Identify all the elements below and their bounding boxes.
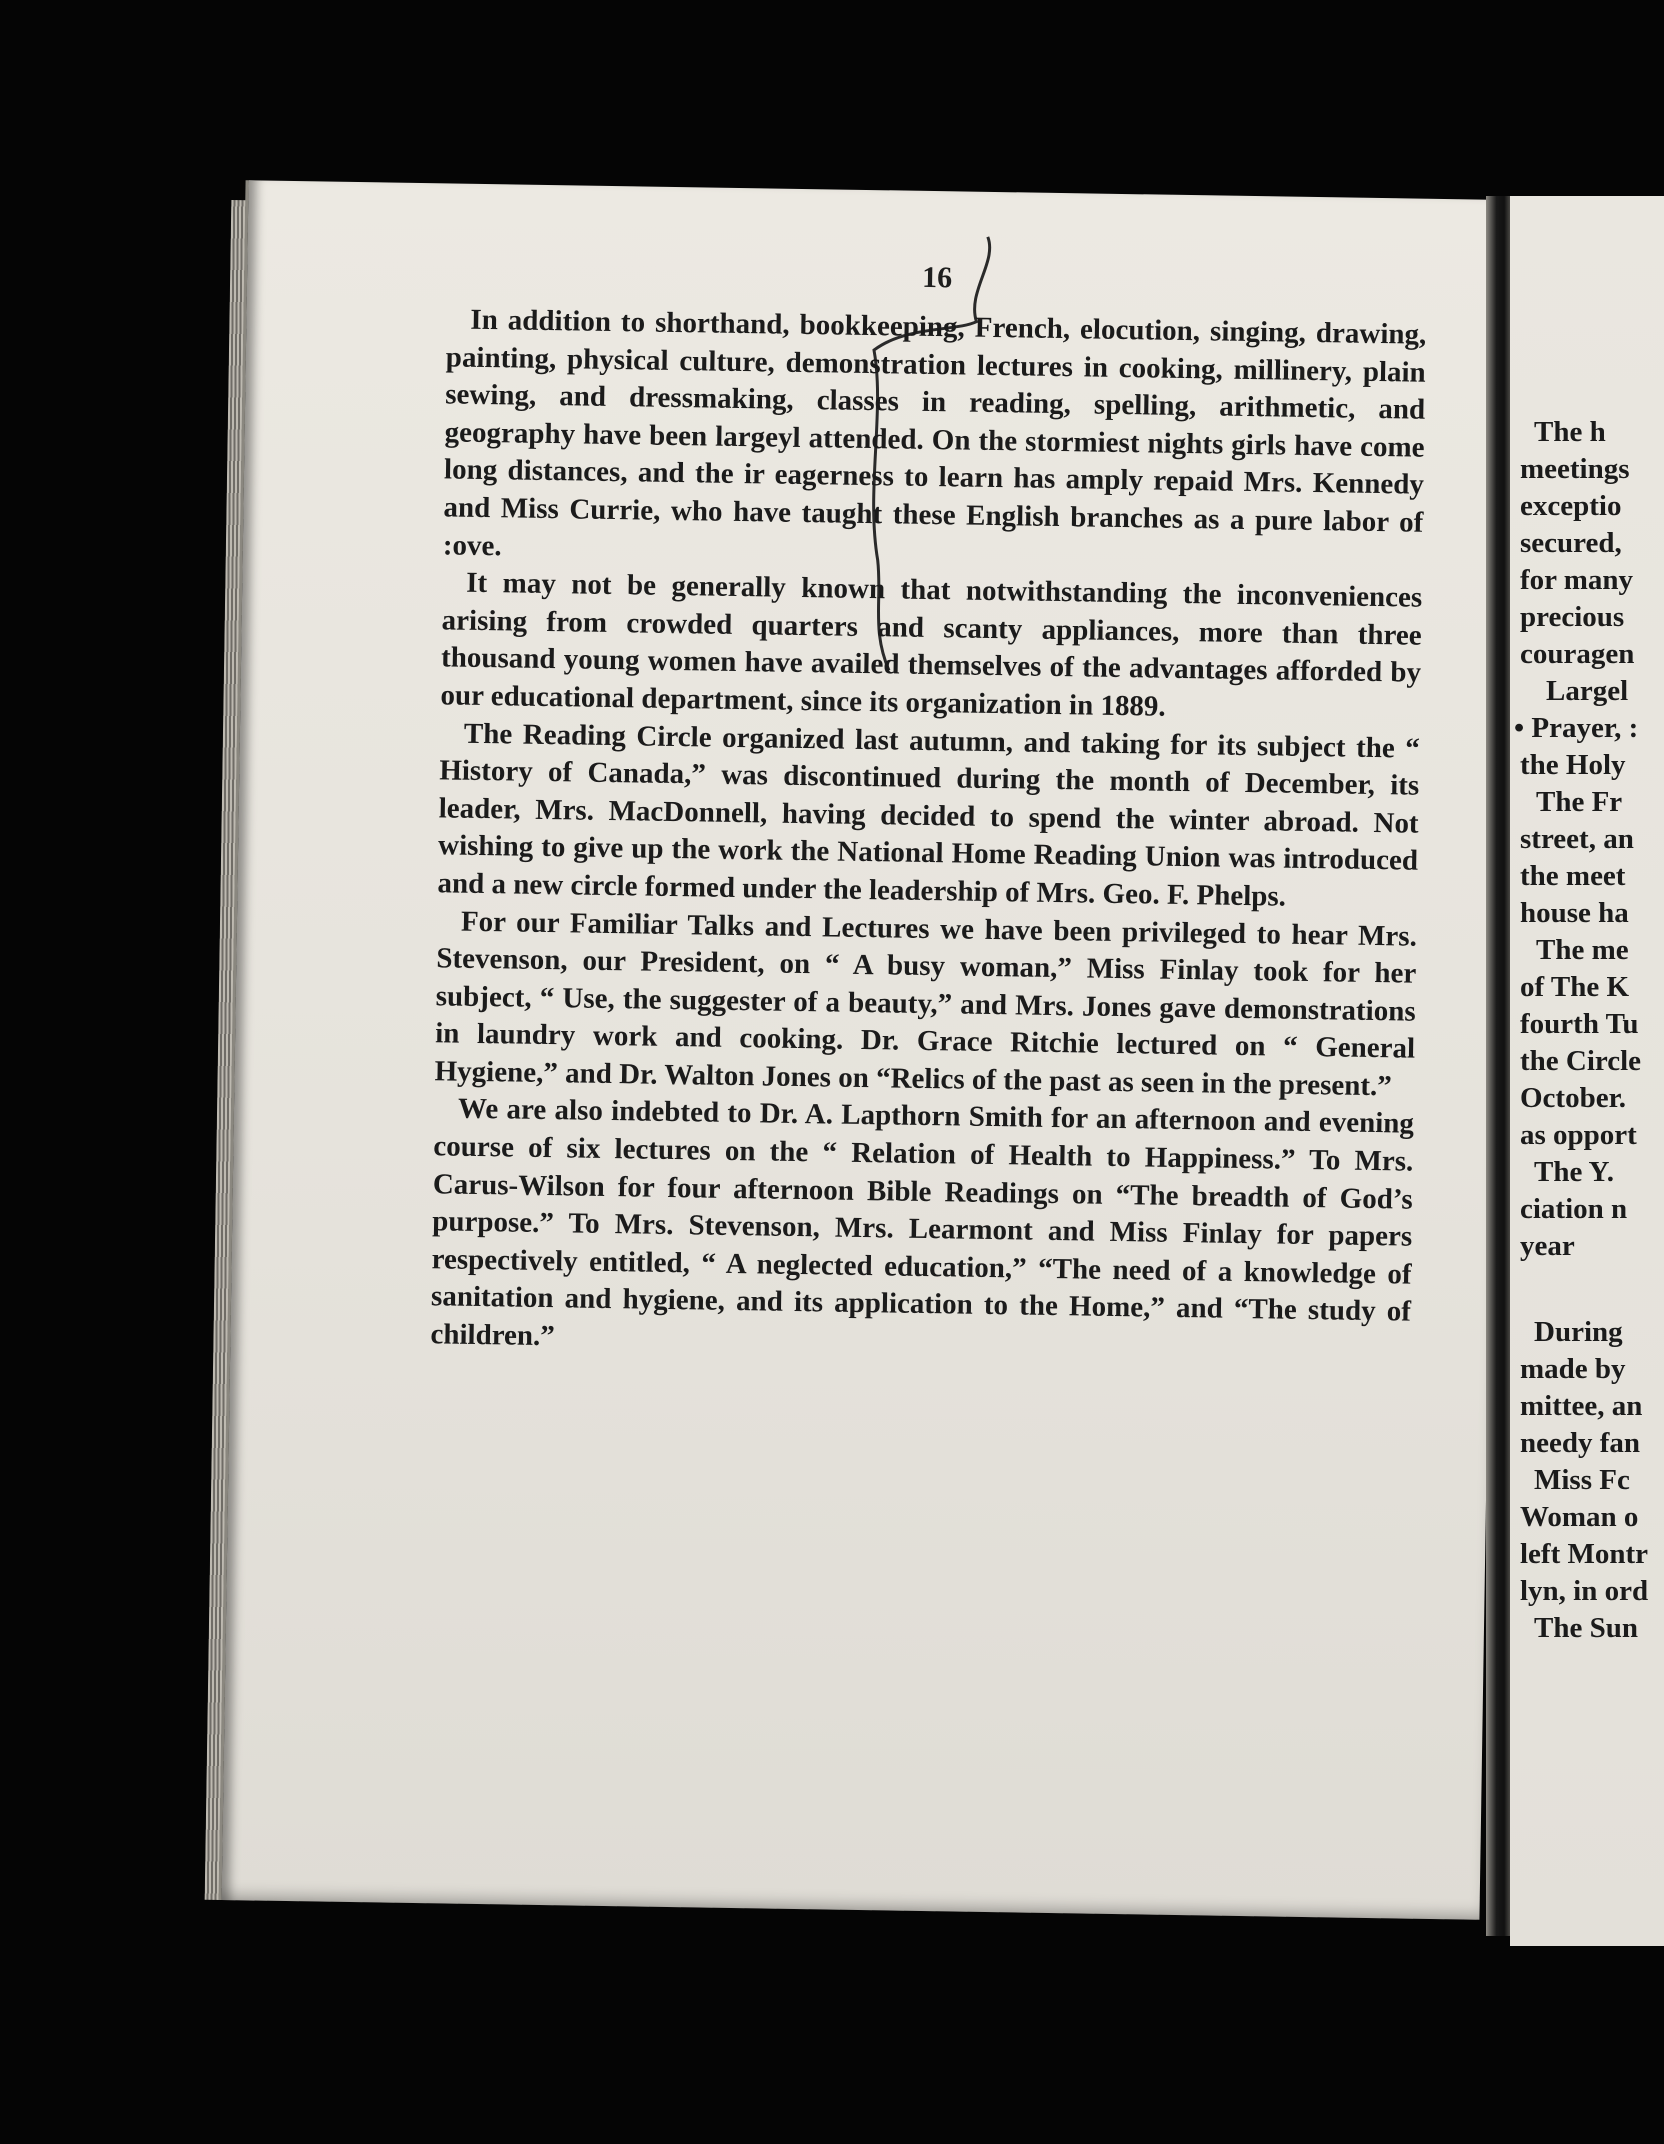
book-gutter	[1486, 196, 1512, 1936]
body-text	[430, 301, 1426, 1369]
facing-line: The Sun	[1534, 1612, 1638, 1644]
facing-line: The me	[1536, 934, 1629, 966]
paragraph: In addition to shorthand, bookkeeping, French, elocution, singing, drawing, painting, physical culture, demonstration lectures in cooking, millinery, plain sewing, and dressmaking, classes in reading, spelling, arithmetic, and geography have been largeyl attended. On the stormiest nights girls have come long distances, and the ir eagerness to learn has amply repaid Mrs. Kennedy and Miss Currie, who have taught these English branches as a pure labor of :ove.	[442, 303, 1427, 562]
page-number: 16	[921, 260, 953, 295]
facing-line: exceptio	[1520, 490, 1622, 522]
facing-line: as opport	[1520, 1119, 1637, 1151]
facing-line: Miss Fc	[1534, 1464, 1630, 1496]
paragraph: The Reading Circle organized last autumn, and taking for its subject the “ History of Canada,” was discontinued during the month of December, its leader, Mrs. MacDonnell, having decided to spend the winter abroad. Not wishing to give up the work the National Home Reading Union was introduced and a new circle formed under the leadership of Mrs. Geo. F. Phelps.	[437, 717, 1421, 913]
facing-line: fourth Tu	[1520, 1008, 1639, 1040]
facing-line: During	[1534, 1316, 1623, 1348]
left-page	[219, 180, 1507, 1920]
facing-line: secured,	[1520, 527, 1622, 559]
facing-line: couragen	[1520, 638, 1635, 670]
facing-line: precious	[1520, 601, 1625, 633]
facing-page	[1510, 196, 1664, 1946]
facing-line: meetings	[1520, 453, 1630, 485]
facing-line: Woman o	[1520, 1501, 1639, 1533]
facing-line: The h	[1534, 416, 1606, 448]
facing-line: left Montr	[1520, 1538, 1649, 1570]
facing-line: Largel	[1546, 675, 1629, 707]
facing-line: • Prayer, :	[1514, 712, 1639, 744]
facing-line: for many	[1520, 564, 1634, 596]
facing-line: needy fan	[1520, 1427, 1641, 1459]
facing-line: year	[1520, 1230, 1575, 1262]
facing-line: ciation n	[1520, 1193, 1628, 1225]
facing-line: the meet	[1520, 860, 1626, 892]
paragraph: We are also indebted to Dr. A. Lapthorn Smith for an afternoon and evening course of six lectures on the “ Relation of Health to Happiness.” To Mrs. Carus-Wilson for four afternoon Bible Readings on “The breadth of God’s purpose.” To Mrs. Stevenson, Mrs. Learmont and Miss Finlay for papers respectively entitled, “ A neglected education,” “The need of a knowledge of sanitation and hygiene, and its application to the Home,” and “The study of children.”	[430, 1093, 1415, 1353]
facing-line: of The K	[1520, 971, 1630, 1003]
facing-line: The Y.	[1534, 1156, 1615, 1188]
facing-line: mittee, an	[1520, 1390, 1643, 1422]
facing-line: street, an	[1520, 823, 1634, 855]
facing-line: The Fr	[1536, 786, 1623, 818]
facing-line: the Holy	[1520, 749, 1626, 781]
facing-line: house ha	[1520, 897, 1629, 929]
facing-line: October.	[1520, 1082, 1627, 1114]
facing-line: the Circle	[1520, 1045, 1642, 1077]
facing-line: made by	[1520, 1353, 1626, 1385]
paragraph: It may not be generally known that notwithstanding the inconveniences arising from crowded quarters and scanty appliances, more than three thousand young women have availed themselves of the advantages afforded by our educational department, since its organization in 1889.	[440, 566, 1423, 723]
facing-line: lyn, in ord	[1520, 1575, 1649, 1607]
paragraph: For our Familiar Talks and Lectures we have been privileged to hear Mrs. Stevenson, our President, on “ A busy woman,” Miss Finlay took for her subject, “ Use, the suggester of a beauty,” and Mrs. Jones gave demonstrations in laundry work and cooking. Dr. Grace Ritchie lectured on “ General Hygiene,” and Dr. Walton Jones on “Relics of the past as seen in the present.”	[434, 905, 1418, 1103]
